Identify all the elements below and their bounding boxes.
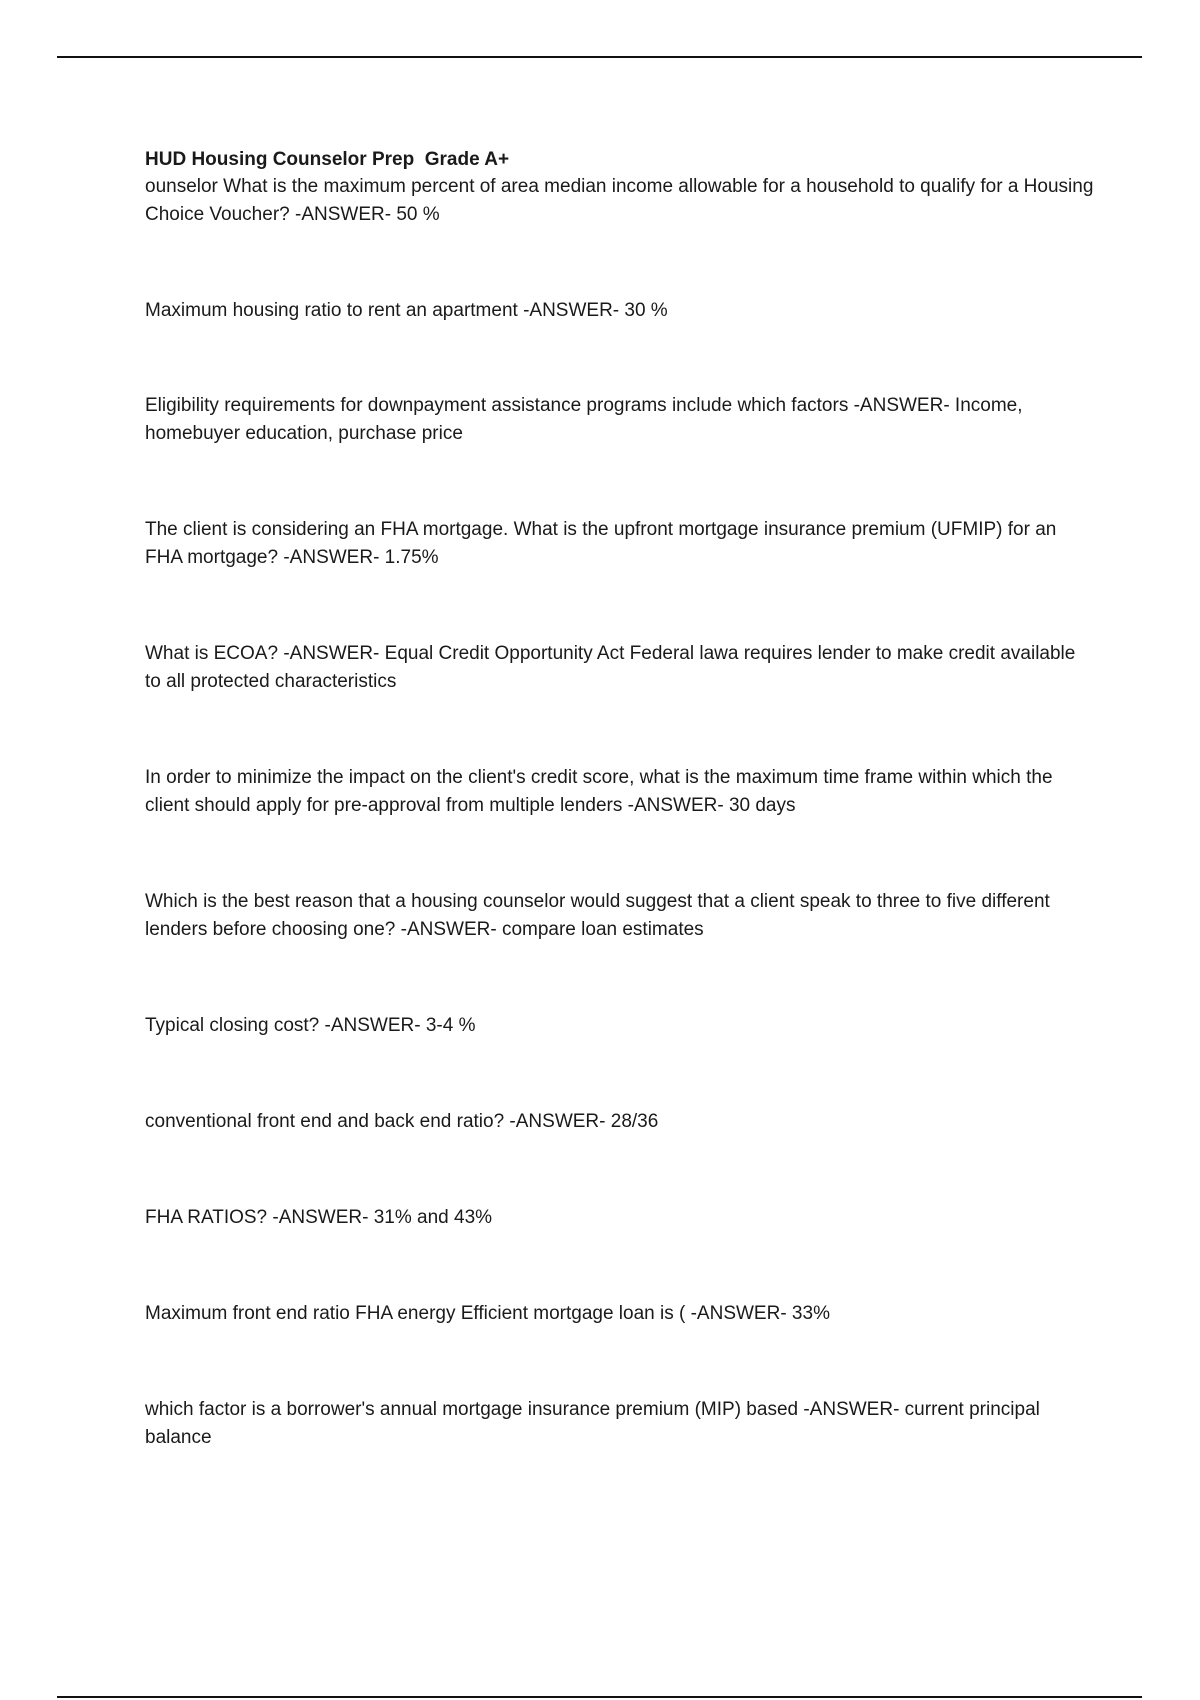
top-rule: [57, 56, 1142, 58]
qa-item: Maximum front end ratio FHA energy Efficient mortgage loan is ( -ANSWER- 33%: [145, 1303, 830, 1324]
qa-item: In order to minimize the impact on the client's credit score, what is the maximum time frame within which the client should apply for pre-approval from multiple lenders -ANSWER- 30 days: [145, 767, 1053, 816]
qa-item: The client is considering an FHA mortgage. What is the upfront mortgage insurance premium (UFMIP) for an FHA mortgage? -ANSWER- 1.75%: [145, 519, 1057, 568]
qa-item: Maximum housing ratio to rent an apartment -ANSWER- 30 %: [145, 300, 668, 321]
qa-item: which factor is a borrower's annual mortgage insurance premium (MIP) based -ANSWER- current principal balance: [145, 1399, 1040, 1448]
qa-item: FHA RATIOS? -ANSWER- 31% and 43%: [145, 1207, 493, 1228]
qa-item: Which is the best reason that a housing counselor would suggest that a client speak to three to five different lenders before choosing one? -ANSWER- compare loan estimates: [145, 891, 1050, 940]
document-body: [145, 147, 1095, 1452]
document-title: HUD Housing Counselor Prep Grade A+: [145, 149, 510, 170]
qa-item: conventional front end and back end ratio? -ANSWER- 28/36: [145, 1111, 659, 1132]
qa-item: Typical closing cost? -ANSWER- 3-4 %: [145, 1015, 476, 1036]
qa-item: ounselor What is the maximum percent of area median income allowable for a household to qualify for a Housing Choice Voucher? -ANSWER- 50 %: [145, 176, 1094, 225]
qa-item: What is ECOA? -ANSWER- Equal Credit Opportunity Act Federal lawa requires lender to make credit available to all protected characteristics: [145, 643, 1076, 692]
qa-item: Eligibility requirements for downpayment assistance programs include which factors -ANSWER- Income, homebuyer education, purchase price: [145, 395, 1023, 444]
bottom-rule: [57, 1696, 1142, 1698]
